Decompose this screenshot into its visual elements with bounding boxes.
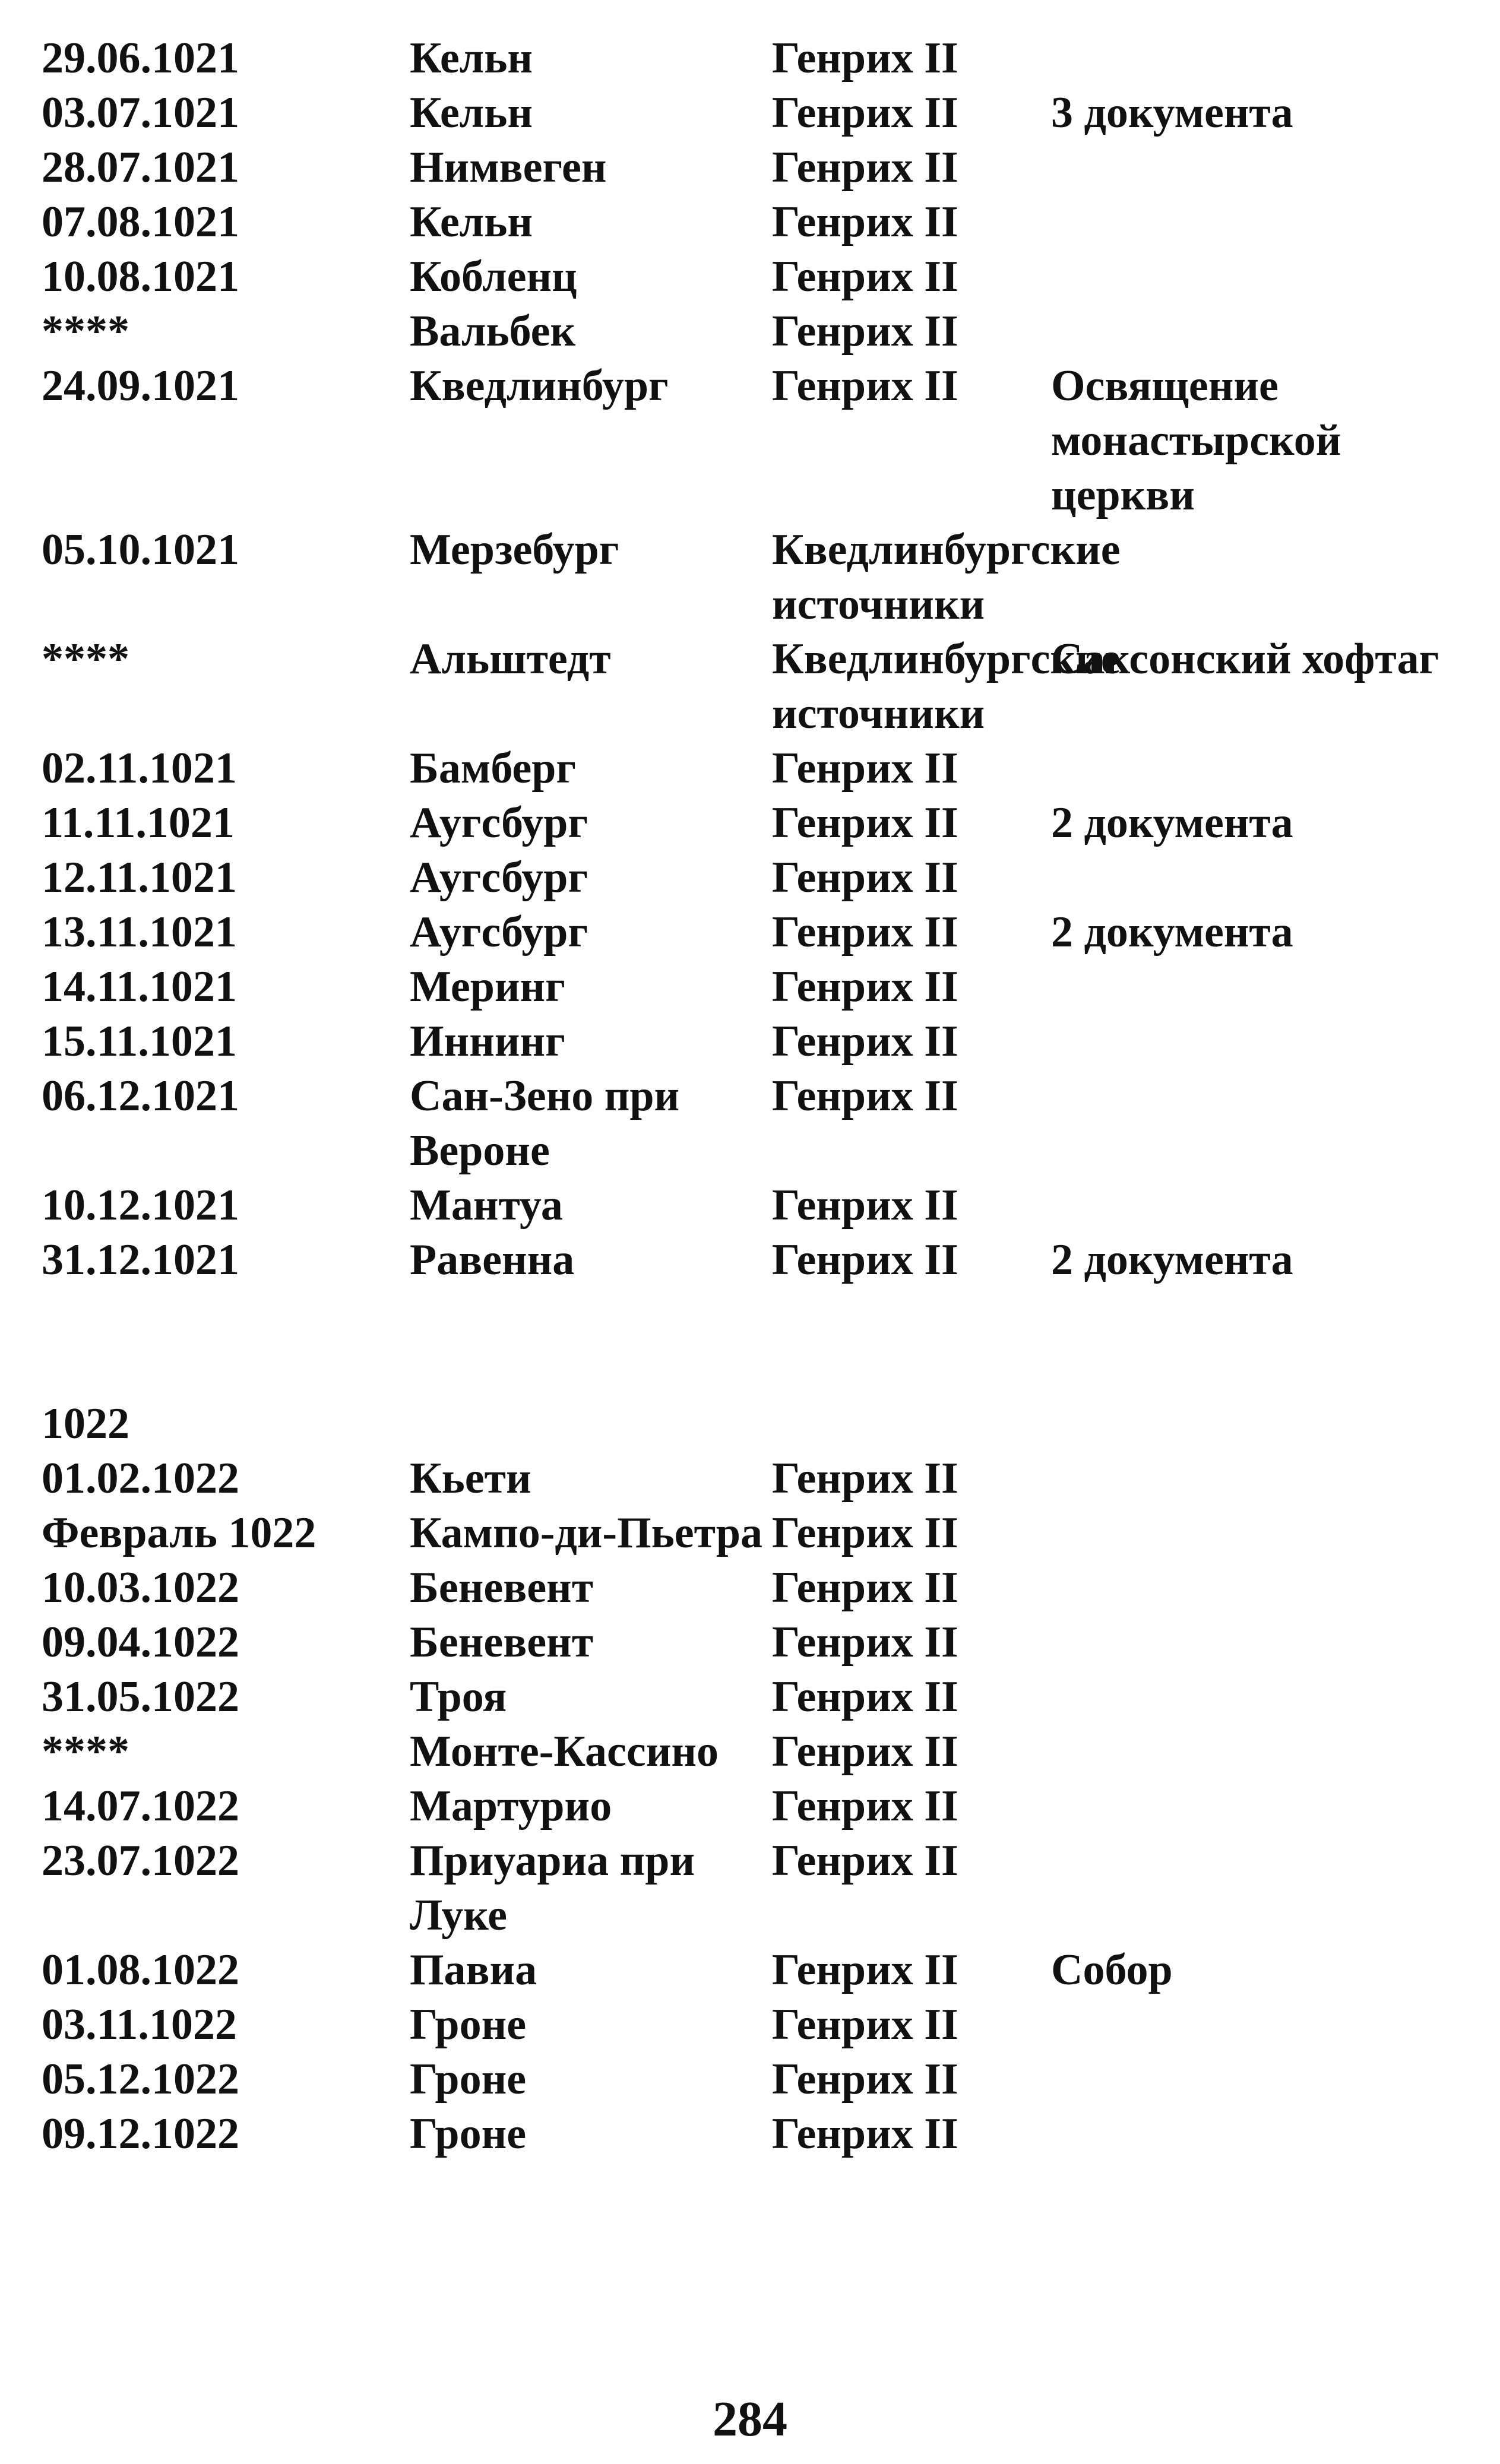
row-note (1051, 31, 1455, 85)
row-date: 31.12.1021 (42, 1236, 239, 1284)
row-note (1051, 741, 1455, 796)
row-source: Генрих II (772, 34, 958, 83)
table-row (42, 959, 1467, 1014)
row-note: Собор (1051, 1946, 1173, 1994)
row-place: Равенна (410, 1236, 575, 1284)
row-place: Кобленц (410, 252, 577, 301)
row-place: Монте-Кассино (410, 1727, 719, 1776)
row-place: Кельн (410, 88, 533, 137)
table-row (42, 2107, 1467, 2161)
row-date: 14.11.1021 (42, 962, 237, 1011)
row-place: Нимвеген (410, 143, 607, 192)
row-date: 10.03.1022 (42, 1563, 239, 1612)
row-date: 12.11.1021 (42, 853, 237, 902)
row-place: Беневент (410, 1618, 594, 1667)
row-note (1051, 195, 1455, 249)
table-row (42, 1506, 1467, 1560)
table-row (42, 1178, 1467, 1233)
row-source: Кведлинбургские источники (772, 525, 1121, 629)
row-date: 24.09.1021 (42, 362, 239, 410)
row-source: Генрих II (772, 2055, 958, 2104)
year-heading-row (42, 1396, 1467, 1451)
row-source: Генрих II (772, 853, 958, 902)
row-date: 13.11.1021 (42, 908, 237, 957)
row-note (1051, 1779, 1455, 1833)
table-row (42, 1069, 1467, 1178)
itinerary-table (42, 31, 1467, 2161)
row-source: Генрих II (772, 362, 958, 410)
row-source: Генрих II (772, 1618, 958, 1667)
row-source: Генрих II (772, 1673, 958, 1721)
table-row (42, 140, 1467, 195)
row-note (1051, 249, 1455, 304)
row-date: 06.12.1021 (42, 1072, 239, 1120)
row-date: 03.07.1021 (42, 88, 239, 137)
row-note: 2 документа (1051, 908, 1293, 957)
row-note (1051, 1560, 1455, 1615)
table-row (42, 1724, 1467, 1779)
row-note (1051, 522, 1455, 632)
row-date: 01.02.1022 (42, 1454, 239, 1503)
row-date: 11.11.1021 (42, 799, 235, 847)
row-source: Генрих II (772, 198, 958, 246)
table-row (42, 1615, 1467, 1670)
row-note: Освящение монастырской церкви (1051, 362, 1341, 520)
row-place: Мартурио (410, 1782, 612, 1830)
row-note (1051, 1506, 1455, 1560)
table-row (42, 1233, 1467, 1287)
row-date: 09.12.1022 (42, 2110, 239, 2158)
row-date: 15.11.1021 (42, 1017, 237, 1066)
row-source: Генрих II (772, 1782, 958, 1830)
row-place: Мантуа (410, 1181, 563, 1230)
row-date: 10.08.1021 (42, 252, 239, 301)
row-date: 05.10.1021 (42, 525, 239, 574)
table-row (42, 741, 1467, 796)
row-note (1051, 1069, 1455, 1178)
row-source: Генрих II (772, 744, 958, 793)
row-source: Генрих II (772, 1563, 958, 1612)
table-row (42, 1833, 1467, 1943)
row-place: Гроне (410, 2110, 527, 2158)
table-row (42, 359, 1467, 522)
row-date: 14.07.1022 (42, 1782, 239, 1830)
row-note (1051, 1833, 1455, 1943)
table-row (42, 2052, 1467, 2107)
page-number: 284 (713, 2392, 787, 2447)
row-source: Генрих II (772, 88, 958, 137)
row-place: Бамберг (410, 744, 576, 793)
table-row (42, 195, 1467, 249)
row-date: 02.11.1021 (42, 744, 237, 793)
row-source: Генрих II (772, 1509, 958, 1557)
row-date: 03.11.1022 (42, 2000, 237, 2049)
row-place: Вальбек (410, 307, 576, 356)
row-date: 01.08.1022 (42, 1946, 239, 1994)
row-place: Кампо-ди-Пьетра (410, 1509, 763, 1557)
row-date: **** (42, 635, 129, 683)
row-source: Генрих II (772, 1946, 958, 1994)
row-note: Саксонский хофтаг (1051, 635, 1439, 683)
row-date: 10.12.1021 (42, 1181, 239, 1230)
row-source: Генрих II (772, 962, 958, 1011)
table-row (42, 1943, 1467, 1997)
row-place: Кведлинбург (410, 362, 669, 410)
row-source: Генрих II (772, 1727, 958, 1776)
row-source: Кведлинбургские источники (772, 635, 1121, 738)
row-place: Кьети (410, 1454, 531, 1503)
row-date: 07.08.1021 (42, 198, 239, 246)
row-source: Генрих II (772, 307, 958, 356)
table-row (42, 85, 1467, 140)
row-source: Генрих II (772, 143, 958, 192)
row-note (1051, 1724, 1455, 1779)
row-place: Павиа (410, 1946, 537, 1994)
table-row (42, 1670, 1467, 1724)
row-note (1051, 850, 1455, 905)
table-row (42, 905, 1467, 959)
row-source: Генрих II (772, 1181, 958, 1230)
row-place: Кельн (410, 34, 533, 83)
table-row (42, 632, 1467, 741)
row-place: Троя (410, 1673, 507, 1721)
row-note (1051, 2107, 1455, 2161)
row-date: 23.07.1022 (42, 1836, 239, 1885)
row-place: Альштедт (410, 635, 611, 683)
row-place: Приуариа при Луке (410, 1836, 695, 1940)
row-note (1051, 959, 1455, 1014)
row-place: Аугсбург (410, 908, 588, 957)
row-place: Кельн (410, 198, 533, 246)
table-row (42, 1997, 1467, 2052)
row-date: **** (42, 1727, 129, 1776)
row-date: Февраль 1022 (42, 1509, 317, 1557)
row-source: Генрих II (772, 799, 958, 847)
table-row (42, 1779, 1467, 1833)
table-row (42, 1560, 1467, 1615)
row-date: 28.07.1021 (42, 143, 239, 192)
row-note (1051, 304, 1455, 359)
row-note (1051, 1670, 1455, 1724)
row-source: Генрих II (772, 1017, 958, 1066)
row-note (1051, 1451, 1455, 1506)
table-row (42, 850, 1467, 905)
row-place: Иннинг (410, 1017, 565, 1066)
row-date: 05.12.1022 (42, 2055, 239, 2104)
row-note (1051, 1014, 1455, 1069)
row-place: Сан-Зено при Вероне (410, 1072, 680, 1175)
table-row (42, 1451, 1467, 1506)
row-place: Гроне (410, 2055, 527, 2104)
row-source: Генрих II (772, 1072, 958, 1120)
row-note (1051, 1615, 1455, 1670)
row-date: 09.04.1022 (42, 1618, 239, 1667)
table-row (42, 249, 1467, 304)
row-date: **** (42, 307, 129, 356)
table-row (42, 1014, 1467, 1069)
table-row (42, 796, 1467, 850)
row-note: 2 документа (1051, 1236, 1293, 1284)
row-note (1051, 140, 1455, 195)
row-source: Генрих II (772, 1836, 958, 1885)
row-note (1051, 2052, 1455, 2107)
table-row (42, 304, 1467, 359)
row-source: Генрих II (772, 2110, 958, 2158)
table-row (42, 522, 1467, 632)
row-note: 2 документа (1051, 799, 1293, 847)
row-note (1051, 1997, 1455, 2052)
row-source: Генрих II (772, 2000, 958, 2049)
table-row (42, 31, 1467, 85)
row-source: Генрих II (772, 1236, 958, 1284)
year-heading: 1022 (42, 1399, 129, 1448)
row-place: Меринг (410, 962, 565, 1011)
row-source: Генрих II (772, 908, 958, 957)
row-place: Аугсбург (410, 799, 588, 847)
row-date: 29.06.1021 (42, 34, 239, 83)
row-place: Беневент (410, 1563, 594, 1612)
row-source: Генрих II (772, 1454, 958, 1503)
row-source: Генрих II (772, 252, 958, 301)
row-place: Аугсбург (410, 853, 588, 902)
row-note: 3 документа (1051, 88, 1293, 137)
row-date: 31.05.1022 (42, 1673, 239, 1721)
row-place: Гроне (410, 2000, 527, 2049)
row-place: Мерзебург (410, 525, 619, 574)
row-note (1051, 1178, 1455, 1233)
